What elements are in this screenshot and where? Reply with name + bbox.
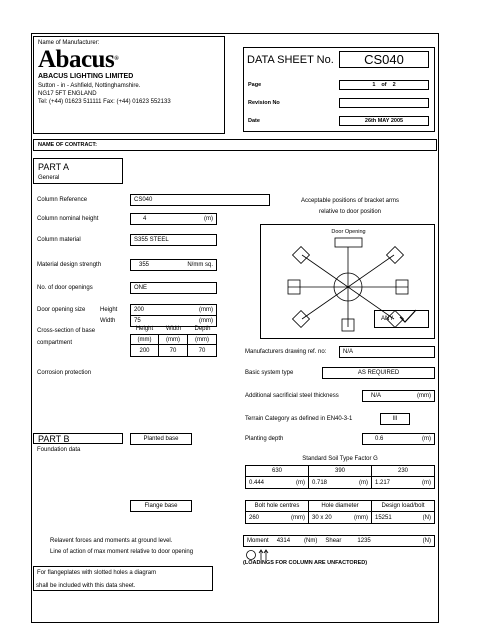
strength-label: Material design strength (37, 262, 102, 268)
door-openings-field[interactable]: ONE (130, 282, 217, 294)
soil-value-3[interactable]: 1.217 (m) (371, 476, 435, 489)
nominal-height-field[interactable]: 4 (m) (130, 213, 217, 225)
forces-note: Relavent forces and moments at ground level. (50, 538, 173, 544)
check-icon (399, 309, 417, 329)
action-note: Line of action of max moment relative to door opening (50, 549, 194, 555)
cs-header-depth: Depth (194, 326, 211, 332)
cs-unit-width: (mm) (158, 334, 188, 345)
cs-header-height: Height (135, 326, 154, 332)
part-a-heading (33, 158, 123, 184)
bracket-title: Acceptable positions of bracket arms relative to door position (300, 198, 400, 215)
logo-registered-mark: ® (114, 56, 119, 62)
part-b-subtitle: Foundation data (37, 447, 81, 453)
design-load-header: Design load/bolt (371, 500, 435, 512)
moment-shear-field[interactable] (243, 535, 435, 547)
basic-system-label: Basic system type (245, 370, 294, 376)
door-height-label: Height (100, 307, 118, 313)
sacrificial-label: Additional sacrificial steel thickness (245, 393, 339, 399)
cross-section-label: Cross-section of base compartment (37, 328, 96, 346)
door-opening-label: Door Opening (331, 229, 366, 235)
soil-factor-3: 230 (371, 465, 435, 477)
cs-unit-height: (mm) (130, 334, 159, 345)
moment-unit: (Nm) (304, 538, 318, 544)
loadings-note: (LOADINGS FOR COLUMN ARE UNFACTORED) (243, 560, 368, 566)
cs-value-depth[interactable]: 70 (187, 344, 217, 357)
terrain-field[interactable]: III (380, 413, 410, 425)
soil-factor-1: 630 (245, 465, 309, 477)
basic-system-field[interactable]: AS REQUIRED (322, 367, 435, 379)
column-reference-field[interactable]: CS040 (130, 194, 270, 206)
door-size-label: Door opening size (37, 307, 86, 313)
material-field[interactable]: S355 STEEL (130, 234, 217, 246)
address-line-1: Sutton - in - Ashfield, Nottinghamshire. (38, 83, 141, 89)
revision-label: Revision No (248, 100, 280, 106)
company-name: ABACUS LIGHTING LIMITED (38, 73, 134, 80)
abacus-logo (38, 46, 118, 73)
soil-factor-2: 390 (308, 465, 372, 477)
shear-value: 1235 (357, 538, 371, 544)
cs-header-width: Width (165, 326, 182, 332)
cs-value-height[interactable]: 200 (130, 344, 159, 357)
bolt-centres-field[interactable]: 260 (mm) (245, 511, 309, 524)
contract-row (33, 139, 437, 151)
sacrificial-field[interactable]: N/A (mm) (362, 390, 435, 402)
cs-unit-depth: (mm) (187, 334, 217, 345)
soil-value-1[interactable]: 0.444 (m) (245, 476, 309, 489)
design-load-field[interactable]: 15251 (N) (371, 511, 435, 524)
address-line-2: NG17 5FT ENGLAND (38, 91, 97, 97)
hole-diameter-field[interactable]: 30 x 20 (mm) (308, 511, 372, 524)
planting-depth-label: Planting depth (245, 436, 284, 442)
flange-note-line-2: shall be included with this data sheet. (36, 583, 136, 589)
contact-info: Tel: (+44) 01623 511111 Fax: (+44) 01623 552133 (38, 99, 171, 105)
door-height-field[interactable]: 200 (mm) (130, 304, 217, 316)
any-position-box[interactable] (374, 310, 429, 328)
door-width-field[interactable]: 75 (mm) (130, 315, 217, 327)
drawing-ref-field[interactable]: N/A (339, 346, 435, 358)
part-b-title: PART B (38, 434, 70, 444)
cross-section-table (130, 323, 217, 357)
bolt-centres-header: Bolt hole centres (245, 500, 309, 512)
planted-base-field[interactable]: Planted base (130, 433, 192, 445)
revision-field[interactable] (339, 98, 429, 108)
drawing-ref-label: Manufacturers drawing ref. no: (245, 349, 327, 355)
shear-unit: (N) (422, 538, 431, 544)
any-label: ANY (381, 315, 394, 322)
bracket-diagram (260, 224, 435, 339)
part-a-subtitle: General (38, 175, 60, 181)
manufacturer-box (33, 36, 225, 134)
page-number-field: 1 of 2 (339, 80, 429, 90)
date-label: Date (248, 118, 260, 124)
datasheet-number: CS040 (339, 51, 429, 68)
datasheet-label: DATA SHEET No. (247, 54, 334, 66)
contract-label: NAME OF CONTRACT: (38, 142, 97, 148)
planting-depth-field[interactable]: 0.6 (m) (362, 433, 435, 445)
column-reference-label: Column Reference (37, 197, 88, 203)
shear-label: Shear (325, 538, 342, 544)
corrosion-label: Corrosion protection (37, 370, 92, 376)
soil-table (245, 455, 435, 489)
moment-label: Moment (247, 538, 269, 544)
datasheet-box (243, 47, 435, 132)
page-label: Page (248, 82, 262, 88)
part-a-title: PART A (38, 162, 70, 172)
flange-base-field[interactable]: Flange base (130, 500, 192, 512)
soil-value-2[interactable]: 0.718 (m) (308, 476, 372, 489)
flange-note-line-1: For flangeplates with slotted holes a diagram (37, 570, 157, 576)
part-b-heading (33, 433, 123, 444)
terrain-label: Terrain Category as defined in EN40-3-1 (245, 416, 353, 422)
moment-value: 4314 (276, 538, 291, 544)
door-openings-label: No. of door openings (37, 285, 93, 291)
material-label: Column material (37, 237, 81, 243)
door-width-label: Width (100, 318, 116, 324)
strength-field[interactable]: 355 N/mm sq. (130, 259, 217, 271)
date-field: 26th MAY 2005 (339, 116, 429, 126)
hole-diameter-header: Hole diameter (308, 500, 372, 512)
bolt-table (245, 500, 435, 525)
logo-text: Abacus (38, 46, 115, 73)
nominal-height-label: Column nominal height (37, 216, 99, 222)
soil-table-title: Standard Soil Type Factor G (302, 456, 378, 462)
manufacturer-label: Name of Manufacturer: (38, 40, 100, 46)
cs-value-width[interactable]: 70 (158, 344, 188, 357)
